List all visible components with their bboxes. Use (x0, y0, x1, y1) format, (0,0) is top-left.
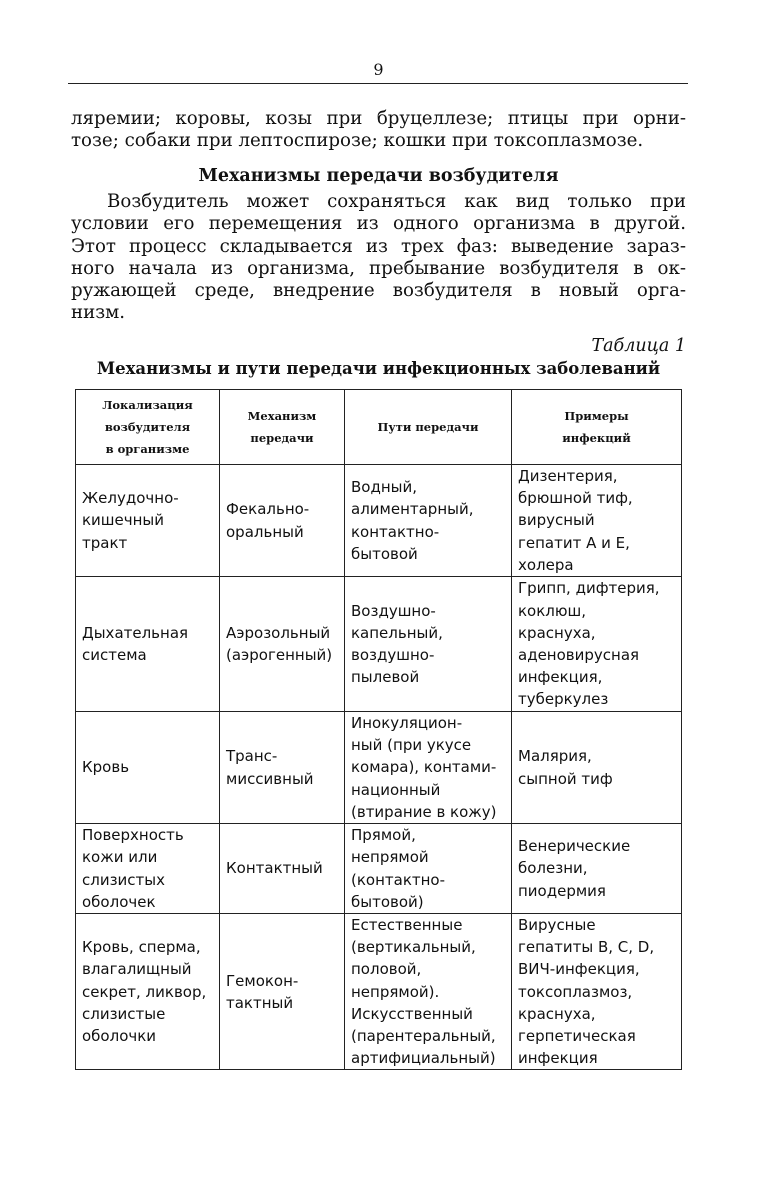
cell-text-line: туберкулез (518, 690, 609, 709)
cell-text-line: комара), контами- (351, 758, 497, 777)
cell-text-line: Вирусные (518, 916, 596, 935)
cell-text-line: инфекция (518, 1049, 598, 1068)
cell-text-line: слизистые (82, 1004, 166, 1023)
header-text-line: передачи (250, 431, 314, 445)
cell-text-line: инфекция, (518, 668, 603, 687)
table-title: Механизмы и пути передачи инфекционных заболеваний (96, 359, 661, 378)
text-line: условии его перемещения из одного организма в другой. (71, 213, 686, 235)
text-line: ляремии; коровы, козы при бруцеллезе; птицы при орни- (71, 108, 686, 129)
cell-text-line: краснуха, (518, 1004, 596, 1023)
body-paragraph (71, 191, 686, 325)
cell-text-line: гепатит А и Е, (518, 533, 630, 552)
cell-routes (345, 577, 512, 712)
cell-text-line: (аэрогенный) (226, 646, 333, 665)
transmission-table (75, 389, 682, 1070)
cell-text-line: ный (при укусе (351, 736, 472, 755)
cell-text-line: Грипп, дифтерия, (518, 579, 660, 598)
text-line: ного начала из организма, пребывание возбудителя в ок- (71, 257, 686, 279)
cell-text-line: тактный (226, 993, 294, 1012)
cell-text-line: миссивный (226, 769, 314, 788)
cell-text-line: непрямой). (351, 982, 440, 1001)
table-label: Таблица 1 (591, 336, 686, 356)
table-body (76, 465, 682, 1070)
cell-text-line: Поверхность (82, 826, 184, 845)
cell-examples (512, 712, 682, 824)
header-rule (68, 83, 688, 84)
cell-text-line: кожи или (82, 848, 158, 867)
cell-mechanism (220, 914, 345, 1070)
header-text-line: Примеры (564, 409, 629, 423)
table-row (76, 712, 682, 824)
cell-text-line: оболочек (82, 892, 156, 911)
header-text-line: в организме (105, 442, 190, 456)
cell-examples (512, 465, 682, 577)
cell-routes (345, 914, 512, 1070)
cell-mechanism (220, 577, 345, 712)
cell-text-line: слизистых (82, 870, 166, 889)
cell-examples (512, 577, 682, 712)
cell-text-line: Транс- (226, 747, 278, 766)
cell-text-line: пиодермия (518, 881, 606, 900)
header-text-line: инфекций (562, 431, 631, 445)
cell-localization (76, 465, 220, 577)
text-line: низм. (71, 302, 126, 324)
cell-text-line: (контактно- (351, 870, 446, 889)
cell-routes (345, 465, 512, 577)
cell-text-line: Кровь (82, 758, 130, 777)
cell-localization (76, 914, 220, 1070)
cell-text-line: (парентеральный, (351, 1027, 496, 1046)
cell-text-line: национный (351, 780, 441, 799)
cell-localization (76, 824, 220, 914)
cell-text-line: Дыхательная (82, 623, 189, 642)
cell-text-line: алиментарный, (351, 500, 474, 519)
cell-text-line: секрет, ликвор, (82, 982, 207, 1001)
cell-localization (76, 577, 220, 712)
cell-text-line: брюшной тиф, (518, 489, 633, 508)
text-line: Возбудитель может сохраняться как вид только при (107, 191, 686, 212)
cell-examples (512, 914, 682, 1070)
page-number: 9 (373, 60, 384, 79)
cell-text-line: оральный (226, 522, 304, 541)
cell-text-line: Желудочно- (82, 489, 179, 508)
cell-routes (345, 712, 512, 824)
header-routes (345, 390, 512, 465)
text-line: тозе; собаки при лептоспирозе; кошки при токсоплазмозе. (71, 130, 644, 152)
cell-text-line: краснуха, (518, 623, 596, 642)
cell-text-line: бытовой (351, 544, 418, 563)
cell-text-line: коклюш, (518, 601, 587, 620)
cell-localization (76, 712, 220, 824)
text-line: Этот процесс складывается из трех фаз: выведение зараз- (71, 235, 686, 257)
header-localization (76, 390, 220, 465)
cell-mechanism (220, 712, 345, 824)
cell-text-line: артифициальный) (351, 1049, 496, 1068)
table-row (76, 465, 682, 577)
cell-text-line: болезни, (518, 859, 588, 878)
cell-text-line: вирусный (518, 511, 595, 530)
cell-text-line: сыпной тиф (518, 769, 613, 788)
cell-text-line: кишечный (82, 511, 165, 530)
header-text-line: Локализация (102, 398, 193, 412)
cell-text-line: (вертикальный, (351, 938, 476, 957)
cell-text-line: Аэрозольный (226, 623, 331, 642)
cell-text-line: Фекально- (226, 500, 310, 519)
cell-text-line: бытовой) (351, 892, 424, 911)
cell-mechanism (220, 824, 345, 914)
cell-text-line: оболочки (82, 1027, 157, 1046)
cell-text-line: Прямой, (351, 826, 416, 845)
cell-examples (512, 824, 682, 914)
cell-text-line: Водный, (351, 478, 418, 497)
cell-text-line: герпетическая (518, 1027, 636, 1046)
cell-text-line: половой, (351, 960, 422, 979)
table-row (76, 914, 682, 1070)
cell-text-line: Малярия, (518, 747, 592, 766)
cell-text-line: Инокуляцион- (351, 714, 463, 733)
cell-text-line: влагалищный (82, 960, 192, 979)
cell-text-line: Венерические (518, 837, 631, 856)
header-mechanism (220, 390, 345, 465)
cell-text-line: система (82, 646, 147, 665)
cell-text-line: капельный, (351, 623, 443, 642)
cell-text-line: Искусственный (351, 1004, 473, 1023)
header-text-line: Пути передачи (377, 420, 479, 434)
cell-text-line: воздушно- (351, 646, 435, 665)
cell-text-line: Воздушно- (351, 601, 436, 620)
cell-routes (345, 824, 512, 914)
header-text-line: Механизм (247, 409, 317, 423)
section-heading: Механизмы передачи возбудителя (198, 166, 559, 186)
table-row (76, 577, 682, 712)
table-row (76, 824, 682, 914)
cell-text-line: аденовирусная (518, 646, 640, 665)
cell-text-line: ВИЧ-инфекция, (518, 960, 640, 979)
cell-text-line: тракт (82, 533, 128, 552)
cell-text-line: гепатиты В, С, D, (518, 938, 655, 957)
cell-mechanism (220, 465, 345, 577)
cell-text-line: пылевой (351, 668, 420, 687)
cell-text-line: (втирание в кожу) (351, 802, 497, 821)
cell-text-line: Кровь, сперма, (82, 938, 201, 957)
cell-text-line: Гемокон- (226, 971, 299, 990)
cell-text-line: токсоплазмоз, (518, 982, 633, 1001)
table-header-row (76, 390, 682, 465)
intro-paragraph (71, 108, 686, 153)
cell-text-line: Естественные (351, 916, 463, 935)
header-examples (512, 390, 682, 465)
cell-text-line: непрямой (351, 848, 429, 867)
cell-text-line: Дизентерия, (518, 467, 618, 485)
text-line: ружающей среде, внедрение возбудителя в новый орга- (71, 280, 686, 302)
header-text-line: возбудителя (104, 420, 191, 434)
cell-text-line: холера (518, 555, 574, 574)
cell-text-line: контактно- (351, 522, 440, 541)
cell-text-line: Контактный (226, 859, 323, 878)
